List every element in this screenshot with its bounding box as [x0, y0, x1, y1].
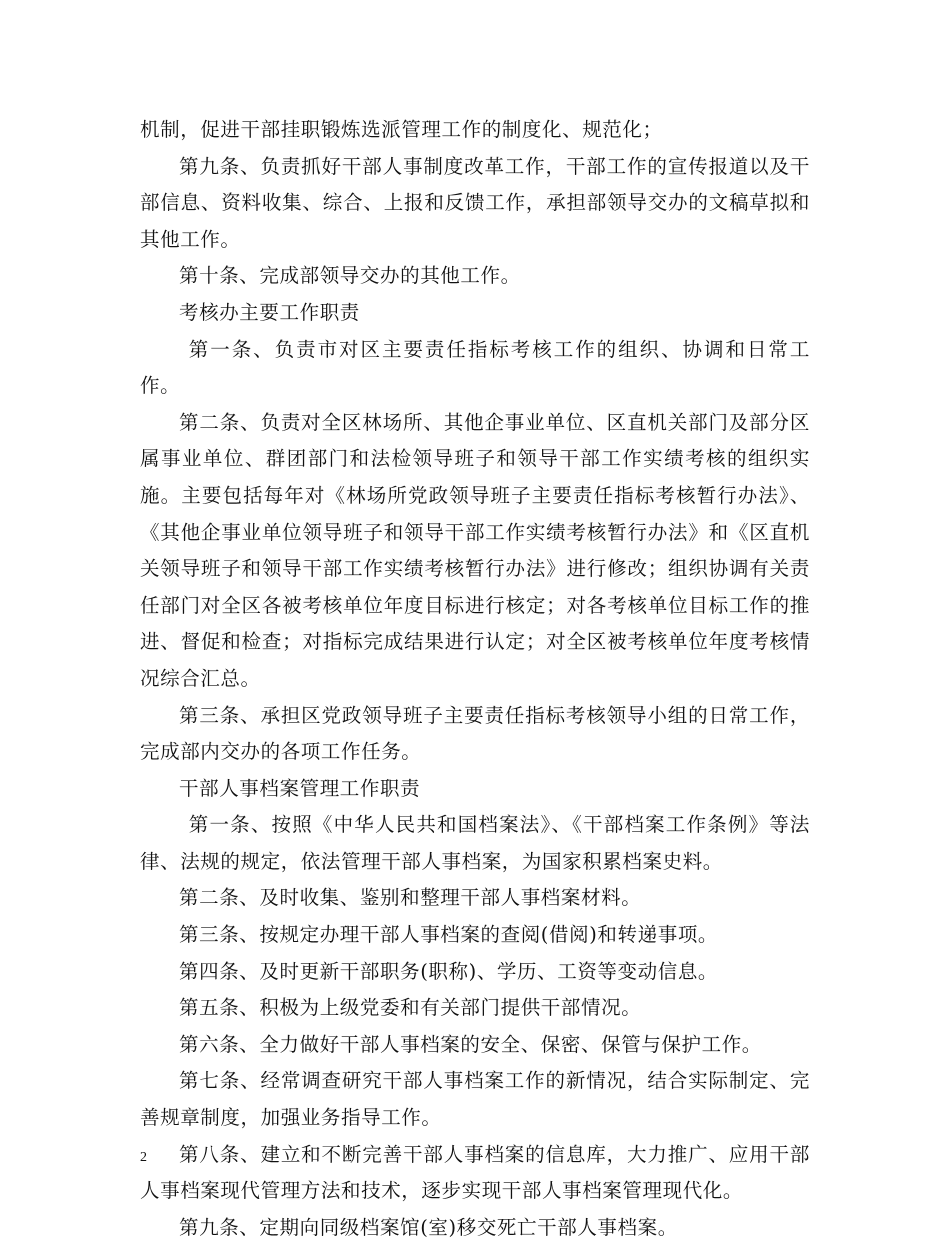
paragraph-article-9-cadre-reform: 第九条、负责抓好干部人事制度改革工作，干部工作的宣传报道以及干部信息、资料收集、综合、上报和反馈工作，承担部领导交办的文稿草拟和其他工作。	[140, 154, 810, 251]
paragraph-archive-article-6: 第六条、全力做好干部人事档案的安全、保密、保管与保护工作。	[179, 1032, 762, 1056]
page-number: 2	[140, 1150, 147, 1165]
paragraph-archive-article-5: 第五条、积极为上级党委和有关部门提供干部情况。	[179, 996, 642, 1020]
paragraph-archive-article-7: 第七条、经常调查研究干部人事档案工作的新情况，结合实际制定、完善规章制度，加强业务指导工作。	[140, 1069, 810, 1130]
paragraph-archive-article-3: 第三条、按规定办理干部人事档案的查阅(借阅)和转递事项。	[179, 923, 719, 947]
paragraph-continuation: 机制，促进干部挂职锻炼选派管理工作的制度化、规范化；	[140, 118, 663, 141]
paragraph-article-10: 第十条、完成部领导交办的其他工作。	[179, 264, 521, 288]
paragraph-archive-article-8: 第八条、建立和不断完善干部人事档案的信息库，大力推广、应用干部人事档案现代管理方法和技术，逐步实现干部人事档案管理现代化。	[140, 1142, 810, 1203]
paragraph-archive-article-1: 第一条、按照《中华人民共和国档案法》、《干部档案工作条例》等法律、法规的规定，依法管理干部人事档案，为国家积累档案史料。	[140, 813, 810, 873]
paragraph-archive-article-4: 第四条、及时更新干部职务(职称)、学历、工资等变动信息。	[179, 959, 719, 983]
paragraph-assessment-article-2: 第二条、负责对全区林场所、其他企事业单位、区直机关部门及部分区属事业单位、群团部门和法检领导班子和领导干部工作实绩考核的组织实施。主要包括每年对《林场所党政领导班子主要责任指标考核暂行办法》、《其他企事业单位领导班子和领导干部工作实绩考核暂行办法》和《区直机关领导班子和领导干部工作实绩考核暂行办法》进行修改；组织协调有关责任部门对全区各被考核单位年度目标进行核定；对各考核单位目标工作的推进、督促和检查；对指标完成结果进行认定；对全区被考核单位年度考核情况综合汇总。	[140, 410, 810, 690]
document-body	[140, 112, 810, 1246]
paragraph-archive-article-2: 第二条、及时收集、鉴别和整理干部人事档案材料。	[179, 886, 642, 910]
section-heading-archive-management: 干部人事档案管理工作职责	[179, 776, 421, 800]
paragraph-assessment-article-3: 第三条、承担区党政领导班子主要责任指标考核领导小组的日常工作，完成部内交办的各项工作任务。	[140, 703, 810, 764]
paragraph-assessment-article-1: 第一条、负责市对区主要责任指标考核工作的组织、协调和日常工作。	[140, 337, 810, 398]
paragraph-archive-article-9: 第九条、定期向同级档案馆(室)移交死亡干部人事档案。	[179, 1215, 678, 1239]
section-heading-assessment-office: 考核办主要工作职责	[179, 300, 360, 324]
